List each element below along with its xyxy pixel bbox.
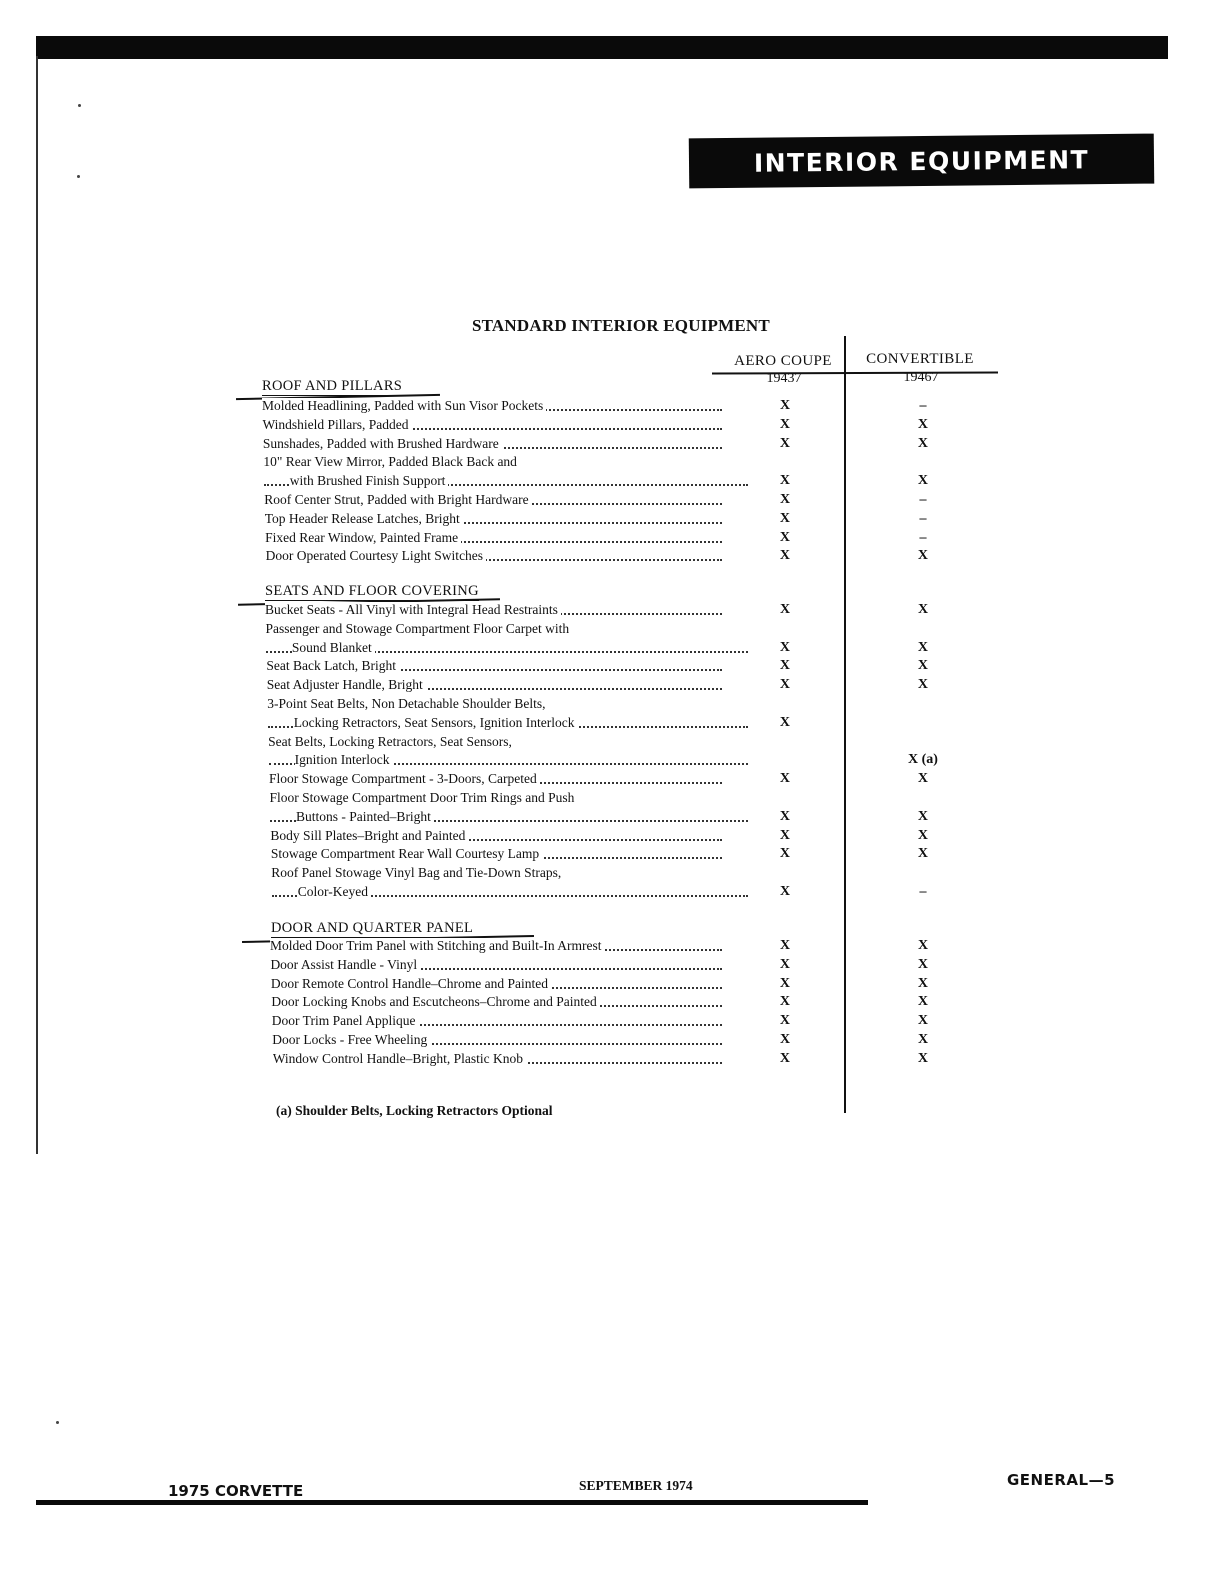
equipment-row: [270, 827, 929, 845]
footer-page: GENERAL—5: [1007, 1471, 1116, 1489]
aero-coupe-mark: X: [779, 994, 791, 1010]
equipment-row: [264, 491, 927, 509]
aero-coupe-mark: X: [779, 884, 791, 899]
footer-date: SEPTEMBER 1974: [579, 1478, 693, 1493]
aero-coupe-mark: X: [779, 846, 791, 862]
equipment-row: [265, 620, 722, 638]
equipment-description: [265, 601, 722, 619]
aero-coupe-mark: X: [779, 714, 791, 730]
convertible-mark: X: [917, 1032, 929, 1047]
equipment-row: [262, 397, 927, 415]
equipment-description-text: Locking Retractors, Seat Sensors, Ignition Interlock: [294, 715, 578, 730]
convertible-mark: X: [917, 827, 929, 843]
equipment-row: [271, 1012, 929, 1030]
footer-model: 1975 CORVETTE: [168, 1482, 304, 1500]
equipment-row: [265, 547, 929, 565]
convertible-mark: –: [919, 529, 927, 545]
equipment-description-text: Bucket Seats - All Vinyl with Integral Head Restraints: [265, 602, 561, 617]
convertible-mark: X: [917, 846, 929, 862]
equipment-description: [273, 1050, 722, 1068]
aero-coupe-mark: X: [779, 956, 791, 972]
aero-coupe-mark: X: [779, 975, 791, 991]
equipment-description-text: Roof Center Strut, Padded with Bright Hardware: [264, 492, 531, 507]
aero-coupe-mark: X: [779, 771, 791, 787]
convertible-mark: X: [917, 602, 929, 617]
aero-coupe-mark: X: [779, 602, 791, 617]
aero-coupe-mark: X: [779, 938, 791, 953]
aero-coupe-mark: X: [779, 548, 791, 564]
aero-coupe-mark: X: [779, 398, 791, 413]
left-margin-rule: [36, 56, 38, 1154]
convertible-mark: X: [917, 975, 929, 991]
equipment-description: [264, 491, 722, 509]
convertible-mark: X: [917, 808, 929, 824]
convertible-mark: X (a): [908, 752, 938, 768]
equipment-description: [270, 808, 748, 826]
equipment-description: [270, 937, 722, 955]
convertible-mark: X: [917, 1013, 929, 1029]
equipment-row: [266, 657, 929, 675]
equipment-row: [266, 639, 929, 657]
equipment-description-text: Windshield Pillars, Padded: [262, 417, 411, 432]
equipment-description: [271, 993, 722, 1011]
equipment-description: [272, 883, 748, 901]
column-code-aero-coupe: 19437: [766, 371, 802, 386]
document-title: STANDARD INTERIOR EQUIPMENT: [472, 316, 770, 335]
equipment-row: [265, 601, 929, 619]
equipment-description: [270, 827, 722, 845]
equipment-description: [266, 639, 748, 657]
equipment-row: [264, 510, 927, 528]
equipment-description-text: Ignition Interlock: [295, 752, 393, 767]
equipment-description-text: Door Trim Panel Applique: [272, 1013, 419, 1028]
equipment-description-text: Buttons - Painted–Bright: [296, 809, 434, 824]
equipment-description-text: Roof Panel Stowage Vinyl Bag and Tie-Down Straps,: [271, 865, 564, 880]
aero-coupe-mark: X: [779, 510, 791, 526]
equipment-row: [270, 808, 929, 826]
convertible-mark: –: [919, 884, 927, 899]
equipment-description: [271, 864, 722, 882]
equipment-description: [267, 676, 722, 694]
column-code-convertible: 19467: [903, 370, 939, 385]
equipment-row: [268, 733, 722, 751]
equipment-description: [272, 1012, 722, 1030]
aero-coupe-mark: X: [779, 435, 791, 451]
equipment-row: [271, 864, 722, 882]
equipment-description-text: Stowage Compartment Rear Wall Courtesy Lamp: [271, 846, 542, 861]
equipment-row: [262, 416, 929, 434]
equipment-description: [271, 975, 722, 993]
aero-coupe-mark: X: [779, 1050, 791, 1066]
equipment-row: [270, 975, 929, 993]
scan-speck: [78, 104, 81, 107]
equipment-description: [268, 714, 748, 732]
equipment-description-text: Top Header Release Latches, Bright: [265, 511, 463, 526]
convertible-mark: –: [919, 510, 927, 526]
aero-coupe-mark: X: [779, 658, 791, 674]
convertible-mark: X: [917, 677, 929, 693]
equipment-row: [267, 695, 722, 713]
aero-coupe-mark: X: [779, 1013, 791, 1029]
aero-coupe-mark: X: [779, 1032, 791, 1047]
scan-speck: [77, 175, 80, 178]
convertible-mark: –: [919, 398, 927, 413]
aero-coupe-mark: X: [779, 529, 791, 545]
equipment-row: [270, 789, 723, 807]
equipment-description-text: Seat Belts, Locking Retractors, Seat Sensors,: [268, 734, 515, 749]
equipment-description-text: Floor Stowage Compartment - 3-Doors, Carpeted: [269, 771, 540, 786]
equipment-description: [263, 453, 722, 471]
equipment-description: [266, 547, 722, 565]
footnote: (a) Shoulder Belts, Locking Retractors Optional: [276, 1103, 553, 1118]
aero-coupe-mark: X: [779, 416, 791, 432]
equipment-row: [269, 770, 929, 788]
equipment-description-text: Door Locking Knobs and Escutcheons–Chrome and Painted: [271, 994, 599, 1009]
column-header-rule: [712, 372, 998, 375]
equipment-description: [270, 789, 723, 807]
equipment-description-text: Window Control Handle–Bright, Plastic Knob: [273, 1051, 526, 1066]
equipment-description: [269, 751, 748, 769]
equipment-row: [272, 1050, 929, 1068]
convertible-mark: X: [917, 994, 929, 1010]
bottom-border-bar: [36, 1500, 868, 1505]
section-heading: ROOF AND PILLARS: [262, 378, 403, 394]
equipment-row: [272, 1031, 929, 1049]
equipment-description: [268, 733, 722, 751]
convertible-mark: X: [917, 956, 929, 972]
equipment-description: [267, 695, 722, 713]
equipment-description-text: Fixed Rear Window, Painted Frame: [265, 530, 461, 545]
equipment-row: [264, 472, 929, 490]
equipment-description-text: Color-Keyed: [298, 884, 371, 899]
convertible-mark: –: [919, 492, 927, 507]
aero-coupe-mark: X: [779, 492, 791, 507]
convertible-mark: X: [917, 473, 929, 489]
equipment-description-text: Molded Door Trim Panel with Stitching and Built-In Armrest: [270, 938, 605, 953]
equipment-description-text: Passenger and Stowage Compartment Floor Carpet with: [265, 621, 572, 636]
equipment-description-text: Door Locks - Free Wheeling: [272, 1032, 430, 1047]
equipment-description: [262, 416, 722, 434]
equipment-description: [271, 845, 722, 863]
equipment-description: [265, 510, 722, 528]
aero-coupe-mark: X: [779, 827, 791, 843]
equipment-description: [264, 472, 748, 490]
scan-speck: [56, 1421, 59, 1424]
section-heading: SEATS AND FLOOR COVERING: [265, 583, 479, 599]
convertible-mark: X: [917, 548, 929, 564]
equipment-row: [270, 937, 929, 955]
convertible-mark: X: [917, 938, 929, 953]
aero-coupe-mark: X: [779, 808, 791, 824]
equipment-description-text: Sunshades, Padded with Brushed Hardware: [263, 436, 502, 451]
equipment-description-text: Door Assist Handle - Vinyl: [270, 957, 420, 972]
convertible-mark: X: [917, 771, 929, 787]
aero-coupe-mark: X: [779, 677, 791, 693]
equipment-description-text: with Brushed Finish Support: [290, 473, 449, 488]
equipment-description: [272, 1031, 722, 1049]
equipment-row: [263, 453, 722, 471]
equipment-row: [262, 435, 929, 453]
equipment-description: [266, 657, 722, 675]
top-border-bar: [36, 36, 1168, 59]
aero-coupe-mark: X: [779, 639, 791, 655]
convertible-mark: X: [917, 416, 929, 432]
section-heading: DOOR AND QUARTER PANEL: [271, 920, 474, 936]
equipment-description-text: Molded Headlining, Padded with Sun Visor Pockets: [262, 398, 546, 413]
equipment-row: [271, 993, 929, 1011]
equipment-row: [268, 714, 791, 732]
equipment-description-text: Door Operated Courtesy Light Switches: [266, 548, 486, 563]
convertible-mark: X: [917, 639, 929, 655]
convertible-mark: X: [917, 658, 929, 674]
equipment-row: [265, 529, 927, 547]
equipment-description-text: Floor Stowage Compartment Door Trim Rings and Push: [270, 790, 578, 805]
equipment-description-text: Body Sill Plates–Bright and Painted: [270, 828, 468, 843]
equipment-description-text: 10" Rear View Mirror, Padded Black Back and: [263, 454, 520, 469]
equipment-description: [265, 529, 722, 547]
equipment-description-text: Sound Blanket: [292, 640, 375, 655]
aero-coupe-mark: X: [779, 473, 791, 489]
equipment-row: [270, 956, 929, 974]
equipment-row: [266, 676, 929, 694]
convertible-mark: X: [917, 435, 929, 451]
section-banner: INTERIOR EQUIPMENT: [689, 134, 1154, 189]
column-divider: [844, 336, 846, 1113]
equipment-description: [270, 956, 722, 974]
equipment-row: [269, 751, 938, 769]
equipment-description-text: 3-Point Seat Belts, Non Detachable Shoulder Belts,: [267, 696, 548, 711]
column-header-aero-coupe: AERO COUPE: [734, 353, 832, 369]
equipment-description-text: Seat Adjuster Handle, Bright: [267, 677, 426, 692]
convertible-mark: X: [917, 1050, 929, 1066]
equipment-description: [269, 770, 722, 788]
equipment-description: [263, 435, 722, 453]
column-header-convertible: CONVERTIBLE: [866, 351, 974, 367]
equipment-row: [270, 845, 929, 863]
equipment-row: [272, 883, 927, 901]
equipment-description: [262, 397, 722, 415]
equipment-description: [265, 620, 722, 638]
equipment-description-text: Door Remote Control Handle–Chrome and Painted: [271, 976, 551, 991]
equipment-description-text: Seat Back Latch, Bright: [266, 658, 399, 673]
